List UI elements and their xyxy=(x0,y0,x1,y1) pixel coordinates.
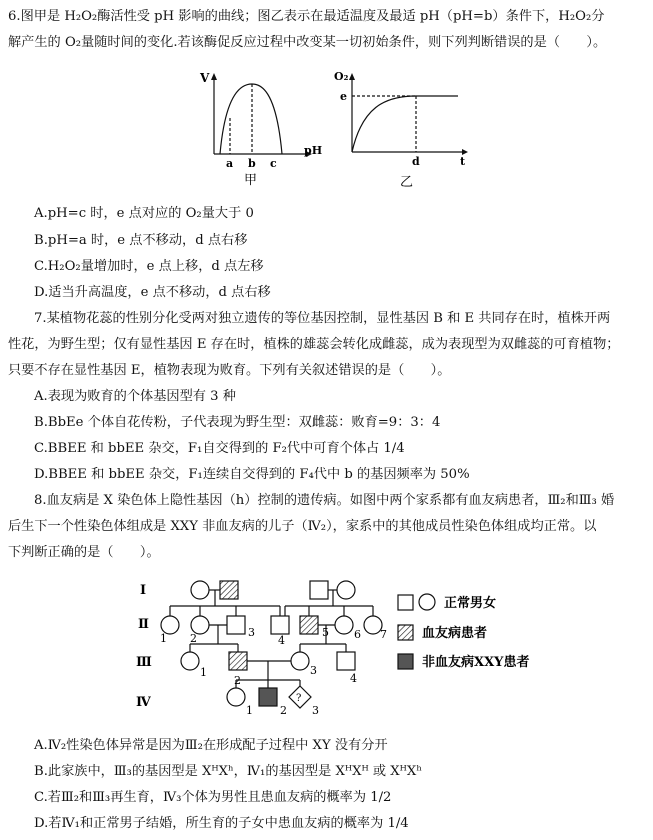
q6-stem-line-1: 6.图甲是 H₂O₂酶活性受 pH 影响的曲线；图乙表示在最适温度及最适 pH（pH=b）条件下，H₂O₂分 xyxy=(8,9,605,24)
pedigree-i1-female xyxy=(191,581,209,599)
fig-left-tick-c: c xyxy=(270,157,277,170)
pedigree-i3-male xyxy=(310,581,328,599)
gen2-number-4: 4 xyxy=(278,634,285,647)
q8-option-a: A.Ⅳ₂性染色体异常是因为Ⅲ₂在形成配子过程中 XY 没有分开 xyxy=(34,738,388,753)
fig-left-tick-b: b xyxy=(248,157,256,170)
pedigree-iii3-female xyxy=(291,652,309,670)
generation-label-1: Ⅰ xyxy=(140,583,147,598)
gen3-number-2: 2 xyxy=(234,674,241,687)
q6-option-c: C.H₂O₂量增加时，e 点上移，d 点左移 xyxy=(34,259,264,274)
pedigree-ii6-female xyxy=(335,616,353,634)
gen2-number-6: 6 xyxy=(354,628,361,641)
gen3-number-3: 3 xyxy=(310,664,317,677)
fig-left-curve xyxy=(220,84,282,154)
gen2-number-7: 7 xyxy=(380,628,387,641)
fig-right-ylabel: O₂ xyxy=(334,70,349,83)
legend-hatched-square xyxy=(398,625,413,640)
q7-stem-line-2: 性花，为野生型；仅有显性基因 E 存在时，植株的雄蕊会转化成雌蕊，成为表现型为双雌蕊的可育植物； xyxy=(8,337,620,352)
generation-label-2: Ⅱ xyxy=(138,617,149,632)
q8-stem-line-1: 8.血友病是 X 染色体上隐性基因（h）控制的遗传病。如图中两个家系都有血友病患者，Ⅲ₂和Ⅲ₃ 婚 xyxy=(34,493,615,508)
pedigree-iv1-female xyxy=(227,688,245,706)
legend-dark-square xyxy=(398,654,413,669)
pedigree-iii1-female xyxy=(181,652,199,670)
gen2-number-2: 2 xyxy=(190,632,197,645)
enzyme-activity-ph-figure xyxy=(196,68,336,190)
fig-right-caption: 乙 xyxy=(400,175,414,190)
gen2-number-5: 5 xyxy=(322,626,329,639)
gen2-number-1: 1 xyxy=(160,632,167,645)
generation-label-3: Ⅲ xyxy=(136,655,152,670)
pedigree-iv2-xxy-male xyxy=(259,688,277,706)
q8-stem-line-2: 后生下一个性染色体组成是 XXY 非血友病的儿子（Ⅳ₂），家系中的其他成员性染色体组成均正常。以 xyxy=(8,519,597,534)
gen4-number-2: 2 xyxy=(280,704,287,717)
fig-left-xlabel: pH xyxy=(304,144,323,157)
fig-left-ylabel: V xyxy=(200,71,210,85)
unknown-mark: ? xyxy=(296,693,302,704)
pedigree-iii4-male xyxy=(337,652,355,670)
legend-xxy-label: 非血友病XXY患者 xyxy=(422,655,530,670)
q7-stem-line-1: 7.某植物花蕊的性别分化受两对独立遗传的等位基因控制，显性基因 B 和 E 共同存在时，植株开两 xyxy=(34,311,611,326)
gen4-number-3: 3 xyxy=(312,704,319,717)
generation-label-4: Ⅳ xyxy=(136,695,151,710)
q7-stem-line-3: 只要不存在显性基因 E，植物表现为败育。下列有关叙述错误的是（ ）。 xyxy=(8,363,451,378)
hemophilia-pedigree xyxy=(130,572,550,720)
fig-right-curve xyxy=(352,96,458,152)
fig-right-y-arrow xyxy=(349,73,355,80)
fig-right-tick-d: d xyxy=(412,155,420,168)
fig-right-xlabel: t xyxy=(460,155,466,168)
q6-option-a: A.pH=c 时，e 点对应的 O₂量大于 0 xyxy=(34,206,254,221)
q8-option-d: D.若Ⅳ₁和正常男子结婚，所生育的子女中患血友病的概率为 1/4 xyxy=(34,816,409,831)
pedigree-iii2-male-affected xyxy=(229,652,247,670)
pedigree-ii4-male xyxy=(271,616,289,634)
gen2-number-3: 3 xyxy=(248,626,255,639)
pedigree-i2-male-affected xyxy=(220,581,238,599)
q8-stem-line-3: 下判断正确的是（ ）。 xyxy=(8,545,160,560)
fig-left-tick-a: a xyxy=(226,157,234,170)
legend-square-normal xyxy=(398,595,413,610)
pedigree-ii3-male xyxy=(227,616,245,634)
legend-circle-normal xyxy=(419,594,435,610)
pedigree-ii5-male-affected xyxy=(300,616,318,634)
q7-option-c: C.BBEE 和 bbEE 杂交，F₁自交得到的 F₂代中可育个体占 1/4 xyxy=(34,441,405,456)
q8-option-b: B.此家族中，Ⅲ₃的基因型是 XᴴXʰ，Ⅳ₁的基因型是 XᴴXᴴ 或 XᴴXʰ xyxy=(34,764,423,779)
q7-option-b: B.BbEe 个体自花传粉，子代表现为野生型：双雌蕊：败育=9：3：4 xyxy=(34,415,441,430)
fig-left-y-arrow xyxy=(211,73,217,80)
gen4-number-1: 1 xyxy=(246,704,253,717)
q7-option-d: D.BBEE 和 bbEE 杂交，F₁连续自交得到的 F₄代中 b 的基因频率为 50% xyxy=(34,467,470,482)
gen3-number-4: 4 xyxy=(350,672,357,685)
legend-normal-label: 正常男女 xyxy=(444,596,497,611)
q6-option-d: D.适当升高温度，e 点不移动，d 点右移 xyxy=(34,285,271,300)
fig-left-caption: 甲 xyxy=(244,173,258,188)
fig-right-mark-e: e xyxy=(340,90,347,103)
legend-affected-label: 血友病患者 xyxy=(422,626,488,641)
gen3-number-1: 1 xyxy=(200,666,207,679)
q6-stem-line-2: 解产生的 O₂量随时间的变化.若该酶促反应过程中改变某一切初始条件，则下列判断错误的是（ ）。 xyxy=(8,35,607,50)
pedigree-i4-female xyxy=(337,581,355,599)
q7-option-a: A.表现为败育的个体基因型有 3 种 xyxy=(34,389,236,404)
q6-option-b: B.pH=a 时，e 点不移动，d 点右移 xyxy=(34,233,248,248)
q8-option-c: C.若Ⅲ₂和Ⅲ₃再生育，Ⅳ₃个体为男性且患血友病的概率为 1/2 xyxy=(34,790,392,805)
oxygen-time-figure xyxy=(332,68,482,190)
